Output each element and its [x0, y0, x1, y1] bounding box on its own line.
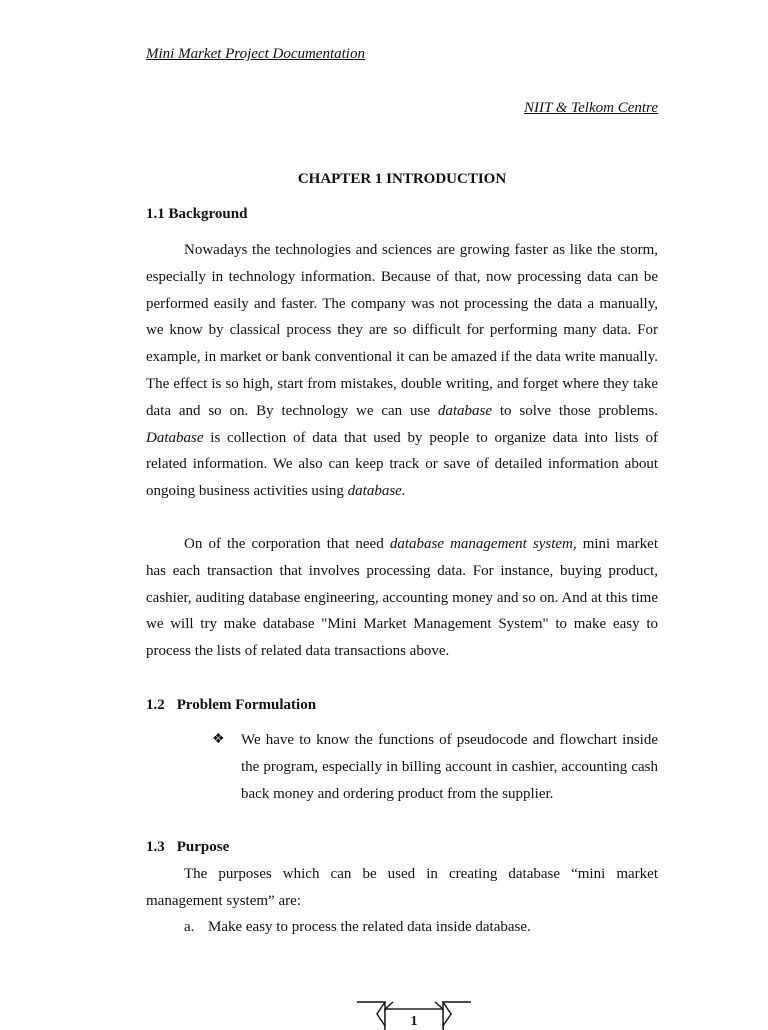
section-heading-background: 1.1 Background [146, 206, 248, 222]
para1-text-b: to solve those problems. [492, 402, 658, 419]
section-title-purpose: Purpose [176, 839, 230, 855]
purpose-list-item [184, 914, 531, 941]
list-marker: a. [184, 919, 195, 935]
para2-text-b: mini market has each transaction that involves processing data. For instance, buying product, cashier, auditing database engineering, accounting money and so on. And at this time we will try make database "Mini Market Management System" to make easy to process the lists of related data transactions above. [146, 535, 658, 660]
para1-emphasis-database: database [437, 402, 493, 419]
section-number-purpose: 1.3 [146, 839, 165, 855]
background-paragraph-1 [146, 237, 658, 505]
purpose-intro: The purposes which can be used in creating database “mini market management system” are: [146, 866, 658, 909]
background-body [146, 237, 658, 665]
problem-bullet-text: We have to know the functions of pseudocode and flowchart inside the program, especially in billing account in cashier, accounting cash back money and ordering product from the supplier. [241, 732, 658, 802]
purpose-body [146, 861, 658, 915]
header-organization: NIIT & Telkom Centre [523, 100, 658, 116]
diamond-bullet-icon: ❖ [212, 732, 225, 747]
section-heading-purpose [146, 839, 229, 856]
para1-emphasis-database-3: database. [347, 483, 406, 500]
problem-bullet-item [212, 727, 658, 807]
para1-text-c: is collection of data that used by people to organize data into lists of related information. We also can keep track or save of detailed information about ongoing business activities using [146, 429, 658, 500]
para1-text-a: Nowadays the technologies and sciences are growing faster as like the storm, especially in technology information. Because of that, now processing data can be performed easily and faster. The company was not processing the data a manually, we know by classical process they are so difficult for performing many data. For example, in market or bank conventional it can be amazed if the data write manually. The effect is so high, start from mistakes, double writing, and forget where they take data and so on. By technology we can use [146, 242, 658, 419]
section-number-problem: 1.2 [146, 697, 165, 713]
header-project-title: Mini Market Project Documentation [146, 46, 365, 62]
page-number: 1 [410, 1014, 418, 1029]
section-heading-problem [146, 697, 316, 714]
para1-emphasis-database-2: Database [146, 429, 204, 446]
para2-emphasis-dbms: database management system, [389, 535, 577, 552]
para2-text-a: On of the corporation that need [184, 535, 390, 552]
chapter-title: CHAPTER 1 INTRODUCTION [297, 171, 507, 187]
section-title-problem: Problem Formulation [176, 697, 317, 713]
background-paragraph-2 [146, 531, 658, 665]
list-item-text: Make easy to process the related data inside database. [208, 919, 531, 935]
